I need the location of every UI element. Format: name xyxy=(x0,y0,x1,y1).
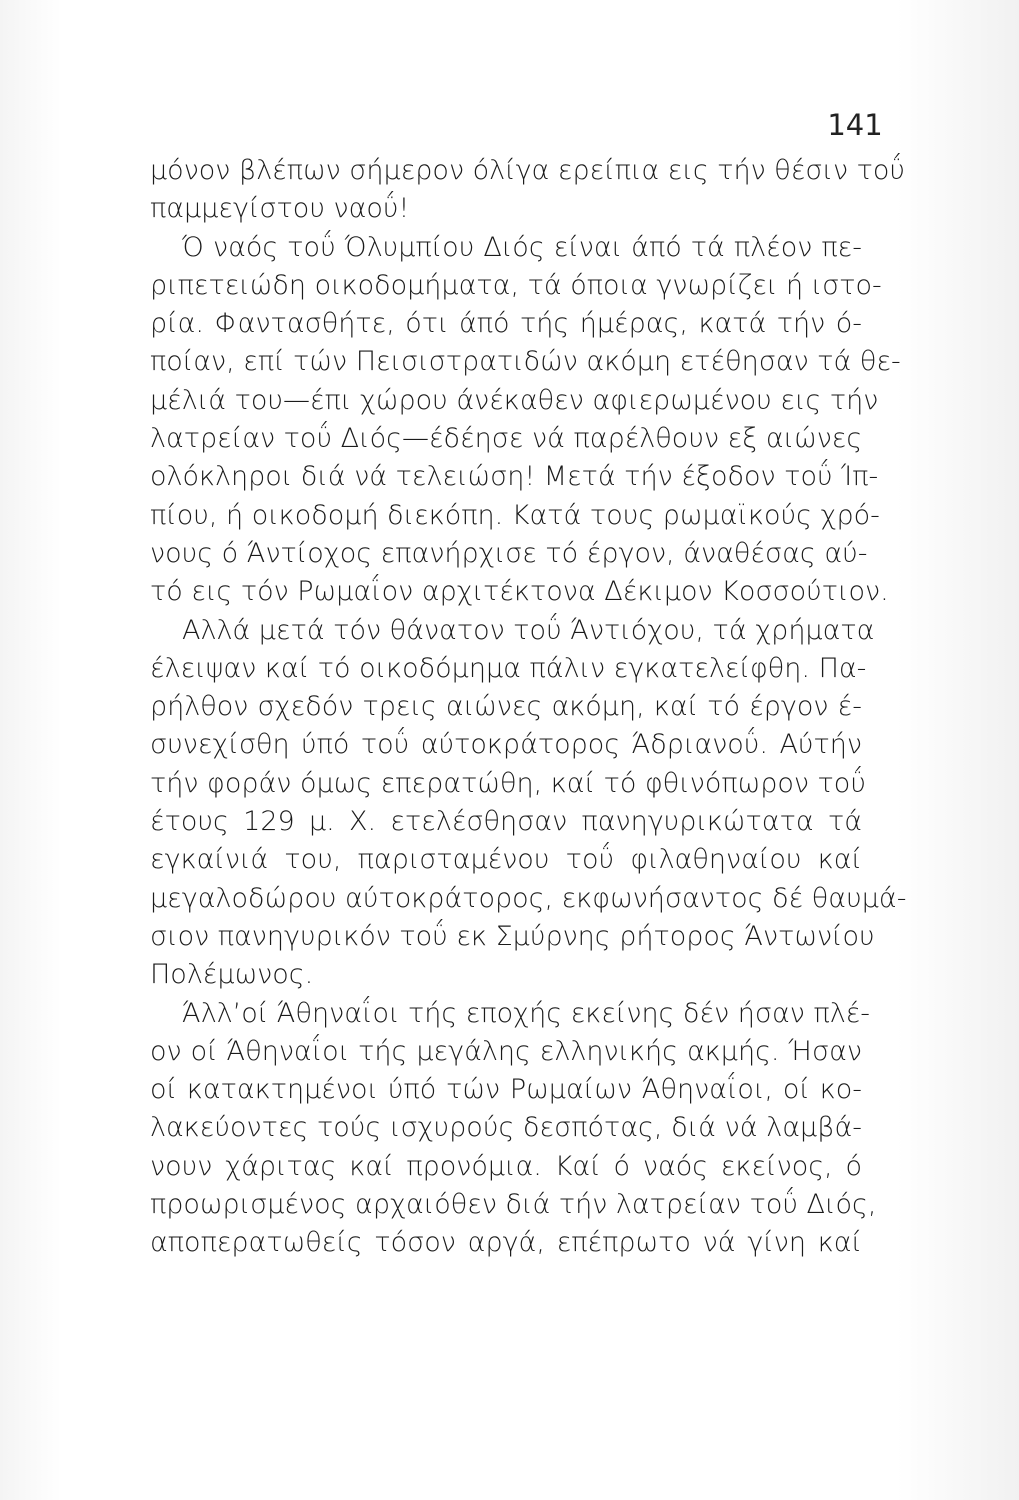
text-line: ολόκληροι διά νά τελειώση! Μετά τήν έξοδον τοΰ Ίπ- xyxy=(150,461,879,493)
text-line: προωρισμένος αρχαιόθεν διά τήν λατρείαν τοΰ Διός, xyxy=(150,1189,877,1221)
text-line: μόνον βλέπων σήμερον όλίγα ερείπια εις τήν θέσιν τοΰ xyxy=(150,155,906,186)
text-line: παμμεγίστου ναοΰ! xyxy=(150,193,410,225)
text-line: Ό ναός τοΰ Όλυμπίου Διός είναι άπό τά πλέον πε- xyxy=(182,231,862,263)
text-line: Αλλά μετά τόν θάνατον τοΰ Άντιόχου, τά χρήματα xyxy=(182,614,875,646)
page-number: 141 xyxy=(827,108,883,142)
text-line: τό εις τόν Ρωμαΐον αρχιτέκτονα Δέκιμον Κοσσούτιον. xyxy=(150,576,889,608)
text-line: τήν φοράν όμως επερατώθη, καί τό φθινόπωρον τοΰ xyxy=(150,767,866,799)
text-line: Άλλ’οί Άθηναΐοι τής εποχής εκείνης δέν ήσαν πλέ- xyxy=(182,997,871,1029)
text-line: μέλιά του—έπι χώρου άνέκαθεν αφιερωμένου εις τήν xyxy=(150,384,879,416)
text-line: Πολέμωνος. xyxy=(150,959,314,991)
text-line: λακεύοντες τούς ισχυρούς δεσπότας, διά νά λαμβά- xyxy=(150,1112,862,1144)
text-line: εγκαίνιά του, παρισταμένου τοΰ φιλαθηναίου καί xyxy=(150,844,862,876)
text-line: έτους 129 μ. Χ. ετελέσθησαν πανηγυρικώτατα τά xyxy=(150,806,862,838)
text-line: συνεχίσθη ύπό τοΰ αύτοκράτορος Άδριανοΰ. Αύτήν xyxy=(150,729,862,761)
text-line: ρία. Φαντασθήτε, ότι άπό τής ήμέρας, κατά τήν ό- xyxy=(150,308,862,340)
text-line: ρήλθον σχεδόν τρεις αιώνες ακόμη, καί τό έργον έ- xyxy=(150,691,862,723)
text-line: έλειψαν καί τό οικοδόμημα πάλιν εγκατελείφθη. Πα- xyxy=(150,652,867,684)
text-line: νους ό Άντίοχος επανήρχισε τό έργον, άναθέσας αύ- xyxy=(150,537,868,569)
text-line: ποίαν, επί τών Πεισιστρατιδών ακόμη ετέθησαν τά θε- xyxy=(150,346,901,378)
text-line: νουν χάριτας καί προνόμια. Καί ό ναός εκείνος, ό xyxy=(150,1150,862,1182)
text-line: ον οί Άθηναΐοι τής μεγάλης ελληνικής ακμής. Ήσαν xyxy=(150,1035,862,1067)
text-line: μεγαλοδώρου αύτοκράτορος, εκφωνήσαντος δέ θαυμά- xyxy=(150,882,907,914)
body-text xyxy=(150,152,907,1263)
text-line: πίου, ή οικοδομή διεκόπη. Κατά τους ρωμαϊκούς χρό- xyxy=(150,499,880,531)
text-line: οί κατακτημένοι ύπό τών Ρωμαίων Άθηναΐοι, οί κο- xyxy=(150,1074,862,1106)
text-line: σιον πανηγυρικόν τοΰ εκ Σμύρνης ρήτορος Άντωνίου xyxy=(150,920,875,952)
text-line: αποπερατωθείς τόσον αργά, επέπρωτο νά γίνη καί xyxy=(150,1227,862,1259)
text-line: λατρείαν τοΰ Διός—έδέησε νά παρέλθουν εξ αιώνες xyxy=(150,423,863,455)
text-line: ριπετειώδη οικοδομήματα, τά όποια γνωρίζει ή ιστο- xyxy=(150,269,882,301)
